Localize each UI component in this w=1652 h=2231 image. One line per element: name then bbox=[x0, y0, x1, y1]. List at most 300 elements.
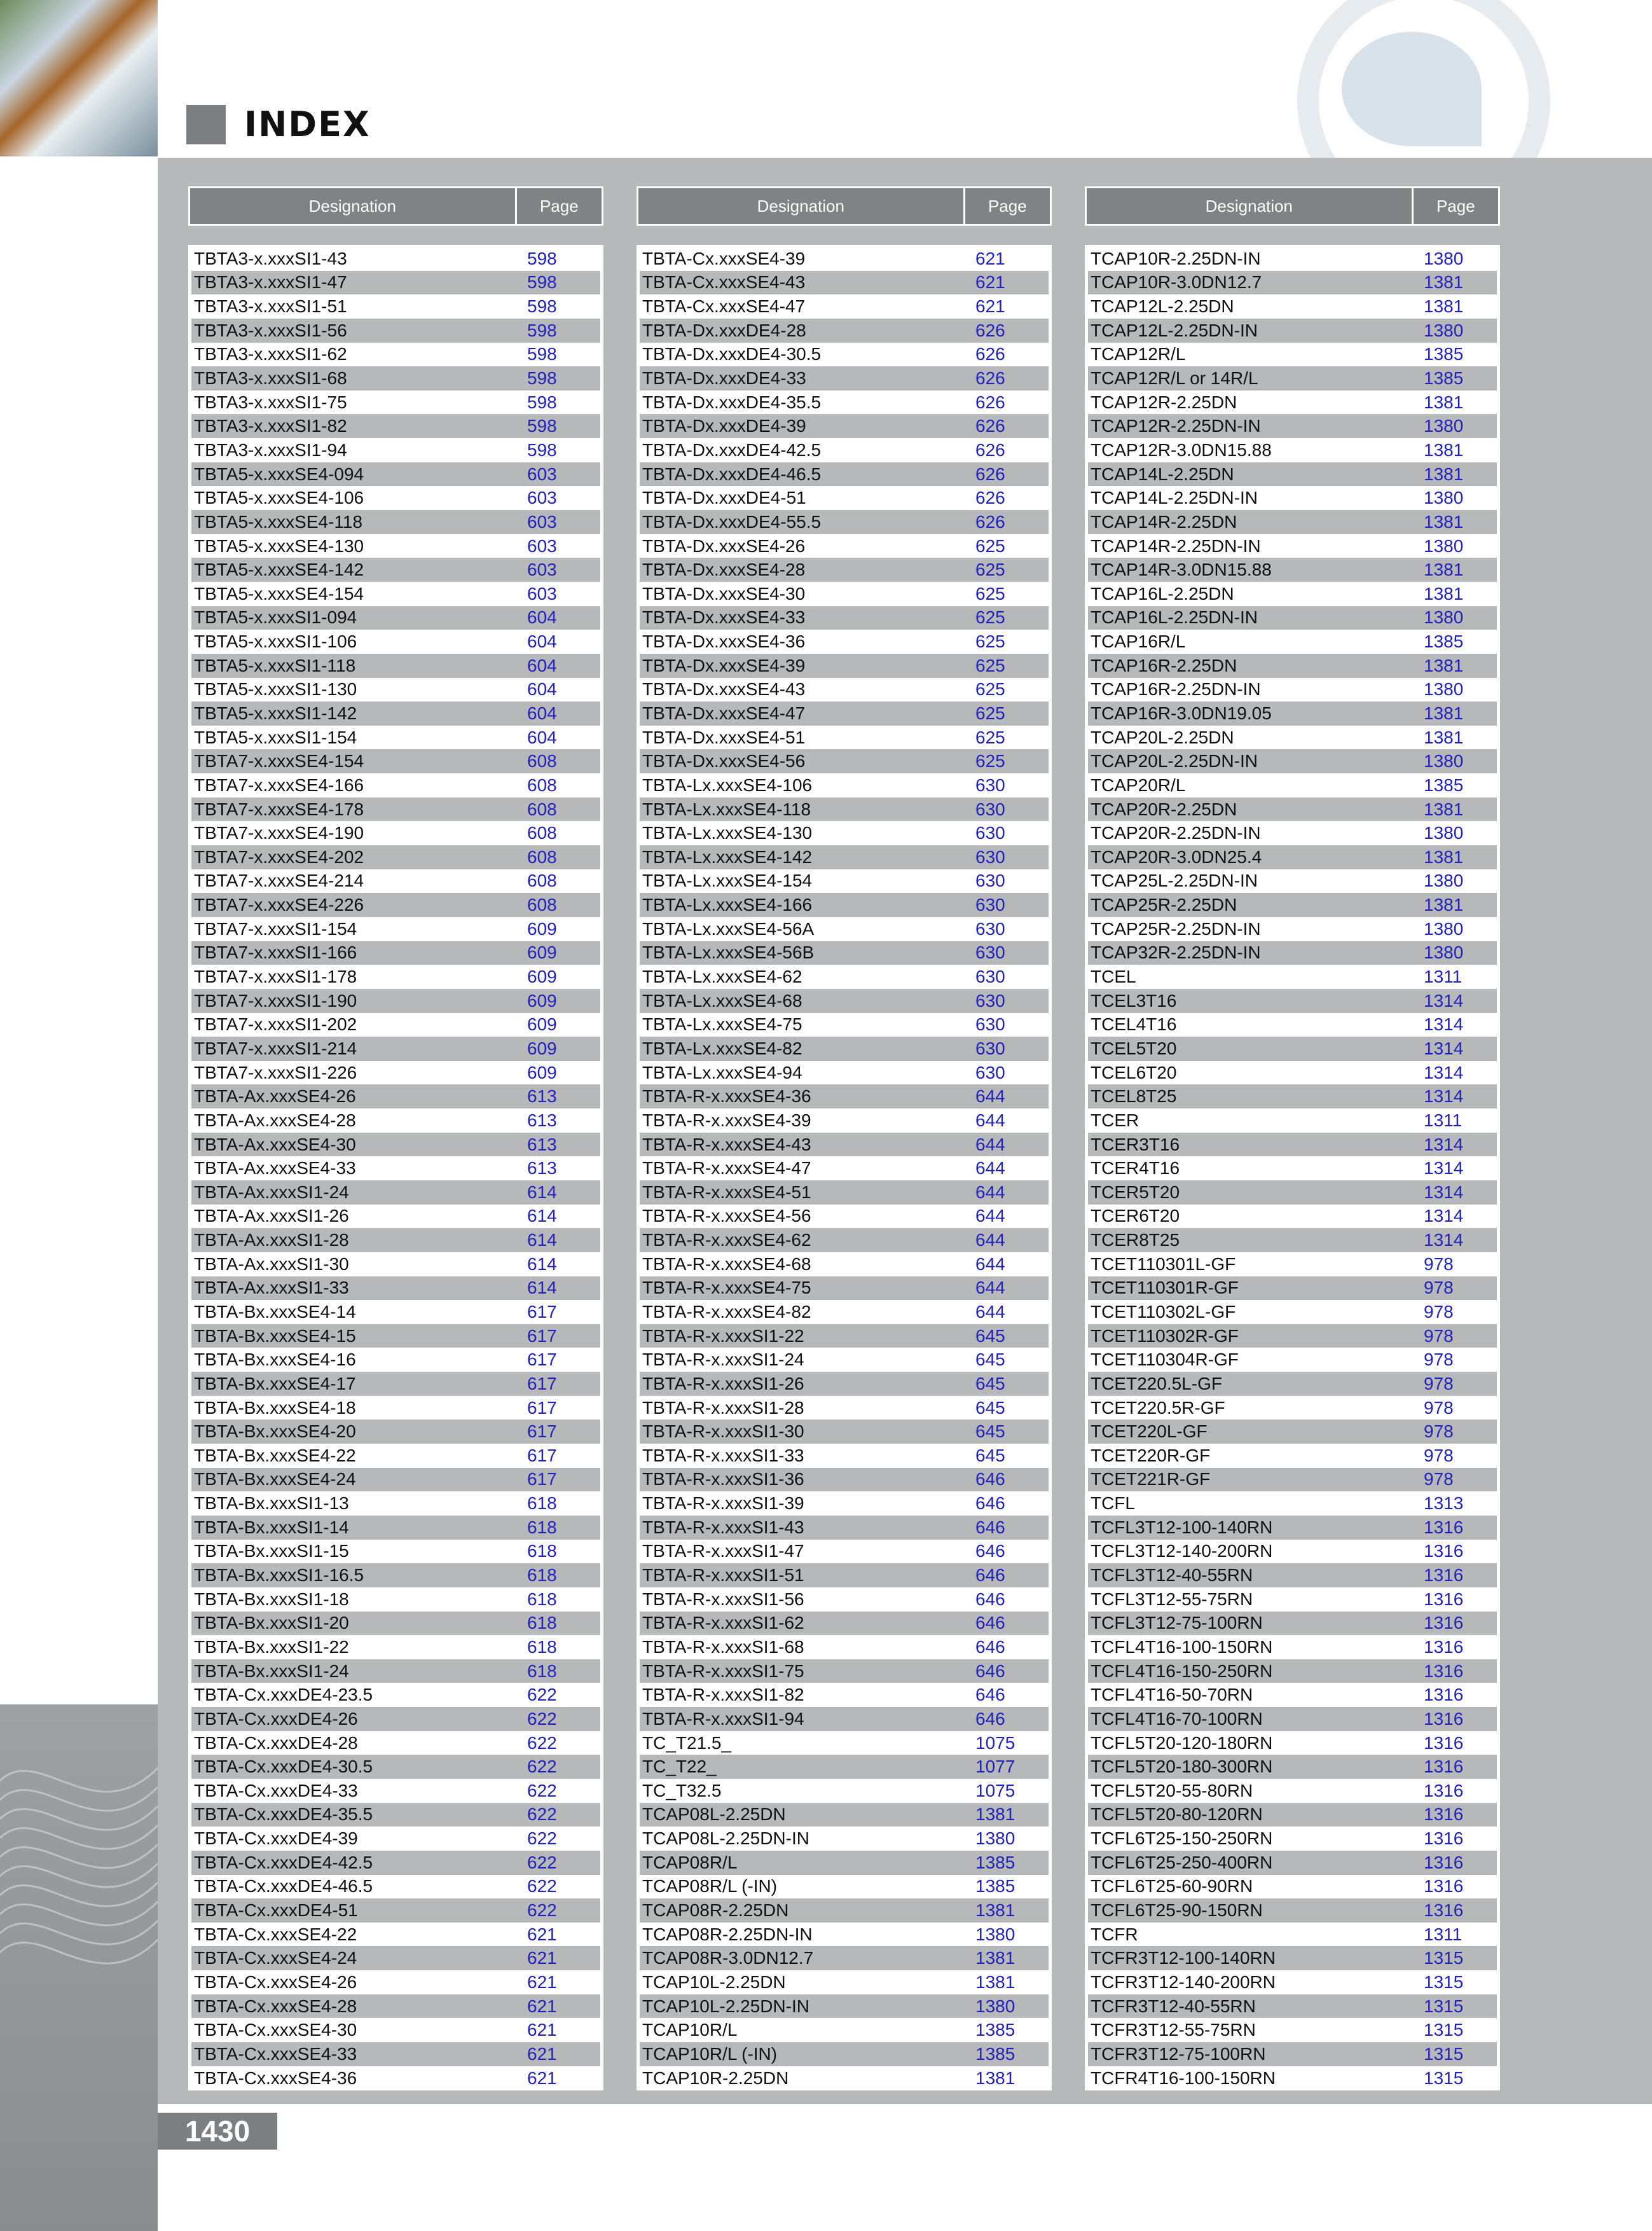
page-cell[interactable]: 598 bbox=[527, 296, 557, 317]
page-cell[interactable]: 618 bbox=[527, 1613, 557, 1633]
index-row bbox=[191, 366, 600, 390]
page-cell[interactable]: 1385 bbox=[1424, 344, 1464, 364]
page-cell[interactable]: 618 bbox=[527, 1661, 557, 1681]
page-cell[interactable]: 1385 bbox=[1424, 632, 1464, 652]
page-cell[interactable]: 1381 bbox=[1424, 583, 1464, 604]
designation-cell: TCEL8T25 bbox=[1091, 1086, 1177, 1107]
page-cell[interactable]: 613 bbox=[527, 1158, 557, 1178]
page-cell[interactable]: 622 bbox=[527, 1900, 557, 1921]
page-cell[interactable]: 1316 bbox=[1424, 1589, 1464, 1609]
index-row bbox=[1088, 1803, 1497, 1827]
page-cell[interactable]: 618 bbox=[527, 1589, 557, 1609]
index-row bbox=[1088, 534, 1497, 558]
page-cell[interactable]: 645 bbox=[975, 1373, 1005, 1393]
page-cell[interactable]: 1316 bbox=[1424, 1565, 1464, 1585]
index-row bbox=[1088, 294, 1497, 319]
page-cell[interactable]: 645 bbox=[975, 1397, 1005, 1418]
page-cell[interactable]: 608 bbox=[527, 799, 557, 819]
designation-cell: TCAP12L-2.25DN bbox=[1091, 296, 1234, 317]
index-row bbox=[1088, 1348, 1497, 1372]
page-cell[interactable]: 1314 bbox=[1424, 1062, 1464, 1082]
page-cell[interactable]: 622 bbox=[527, 1852, 557, 1872]
page-cell[interactable]: 1315 bbox=[1424, 2068, 1464, 2088]
page-cell[interactable]: 625 bbox=[975, 751, 1005, 771]
page-cell[interactable]: 630 bbox=[975, 799, 1005, 819]
page-cell[interactable]: 622 bbox=[527, 1685, 557, 1705]
page-cell[interactable]: 609 bbox=[527, 1014, 557, 1035]
page-cell[interactable]: 630 bbox=[975, 1038, 1005, 1058]
page-cell[interactable]: 645 bbox=[975, 1350, 1005, 1370]
page-cell[interactable]: 1380 bbox=[1424, 823, 1464, 843]
page-cell[interactable]: 646 bbox=[975, 1589, 1005, 1609]
page-cell[interactable]: 1314 bbox=[1424, 1038, 1464, 1058]
index-row bbox=[1088, 1276, 1497, 1301]
page-cell[interactable]: 1380 bbox=[1424, 607, 1464, 628]
page-cell[interactable]: 1314 bbox=[1424, 1230, 1464, 1250]
page-cell[interactable]: 1315 bbox=[1424, 2043, 1464, 2064]
index-row bbox=[191, 1516, 600, 1540]
page-cell[interactable]: 625 bbox=[975, 727, 1005, 747]
page-cell[interactable]: 1380 bbox=[975, 1996, 1015, 2016]
page-cell[interactable]: 608 bbox=[527, 823, 557, 843]
page-cell[interactable]: 603 bbox=[527, 488, 557, 508]
page-cell[interactable]: 608 bbox=[527, 846, 557, 867]
page-cell[interactable]: 625 bbox=[975, 655, 1005, 675]
page-cell[interactable]: 978 bbox=[1424, 1254, 1454, 1274]
designation-cell: TBTA-R-x.xxxSE4-56 bbox=[642, 1206, 811, 1226]
page-cell[interactable]: 626 bbox=[975, 464, 1005, 484]
page-cell[interactable]: 1316 bbox=[1424, 1685, 1464, 1705]
index-row bbox=[191, 1587, 600, 1612]
page-cell[interactable]: 644 bbox=[975, 1206, 1005, 1226]
page-cell[interactable]: 978 bbox=[1424, 1302, 1454, 1322]
page-cell[interactable]: 621 bbox=[527, 1924, 557, 1944]
page-cell[interactable]: 598 bbox=[527, 392, 557, 412]
page-cell[interactable]: 608 bbox=[527, 751, 557, 771]
page-cell[interactable]: 621 bbox=[527, 2068, 557, 2088]
page-cell[interactable]: 621 bbox=[527, 1948, 557, 1968]
designation-cell: TCFL6T25-60-90RN bbox=[1091, 1876, 1253, 1896]
index-row bbox=[640, 1683, 1049, 1707]
designation-cell: TCET110301L-GF bbox=[1091, 1254, 1236, 1274]
page-cell[interactable]: 1311 bbox=[1424, 1924, 1463, 1944]
page-cell[interactable]: 621 bbox=[975, 248, 1005, 268]
designation-cell: TCAP14L-2.25DN-IN bbox=[1091, 488, 1258, 508]
page-cell[interactable]: 1316 bbox=[1424, 1757, 1464, 1777]
designation-cell: TBTA-Dx.xxxDE4-51 bbox=[642, 488, 806, 508]
page-cell[interactable]: 1381 bbox=[975, 1900, 1015, 1921]
page-title: INDEX bbox=[244, 104, 371, 144]
page-cell[interactable]: 609 bbox=[527, 1062, 557, 1082]
page-cell[interactable]: 646 bbox=[975, 1469, 1005, 1489]
page-cell[interactable]: 621 bbox=[975, 272, 1005, 293]
page-cell[interactable]: 1380 bbox=[1424, 416, 1464, 436]
designation-cell: TCER8T25 bbox=[1091, 1230, 1180, 1250]
page-cell[interactable]: 604 bbox=[527, 679, 557, 700]
page-cell[interactable]: 604 bbox=[527, 607, 557, 628]
page-cell[interactable]: 618 bbox=[527, 1493, 557, 1514]
designation-cell: TBTA-R-x.xxxSI1-94 bbox=[642, 1708, 804, 1729]
page-cell[interactable]: 614 bbox=[527, 1182, 557, 1202]
page-cell[interactable]: 630 bbox=[975, 823, 1005, 843]
index-row bbox=[191, 1779, 600, 1803]
page-cell[interactable]: 622 bbox=[527, 1876, 557, 1896]
page-cell[interactable]: 646 bbox=[975, 1708, 1005, 1729]
page-cell[interactable]: 646 bbox=[975, 1541, 1005, 1561]
page-cell[interactable]: 609 bbox=[527, 918, 557, 939]
page-cell[interactable]: 626 bbox=[975, 439, 1005, 460]
page-cell[interactable]: 1380 bbox=[1424, 871, 1464, 891]
column-header-designation: Designation bbox=[1205, 196, 1293, 216]
page-cell[interactable]: 644 bbox=[975, 1086, 1005, 1107]
page-cell[interactable]: 1316 bbox=[1424, 1732, 1464, 1753]
page-cell[interactable]: 603 bbox=[527, 464, 557, 484]
index-row bbox=[191, 1084, 600, 1109]
page-cell[interactable]: 630 bbox=[975, 1062, 1005, 1082]
page-cell[interactable]: 1381 bbox=[1424, 392, 1464, 412]
designation-cell: TCAP25L-2.25DN-IN bbox=[1091, 871, 1258, 891]
page-cell[interactable]: 621 bbox=[527, 2020, 557, 2040]
page-cell[interactable]: 630 bbox=[975, 775, 1005, 795]
page-cell[interactable]: 603 bbox=[527, 560, 557, 580]
page-cell[interactable]: 604 bbox=[527, 703, 557, 723]
page-cell[interactable]: 1380 bbox=[1424, 751, 1464, 771]
page-cell[interactable]: 644 bbox=[975, 1182, 1005, 1202]
page-cell[interactable]: 609 bbox=[527, 967, 557, 987]
page-cell[interactable]: 622 bbox=[527, 1828, 557, 1849]
page-cell[interactable]: 1314 bbox=[1424, 1014, 1464, 1035]
page-cell[interactable]: 630 bbox=[975, 846, 1005, 867]
page-cell[interactable]: 621 bbox=[975, 296, 1005, 317]
page-cell[interactable]: 1316 bbox=[1424, 1541, 1464, 1561]
page-cell[interactable]: 630 bbox=[975, 943, 1005, 963]
designation-cell: TCAP20R-3.0DN25.4 bbox=[1091, 846, 1262, 867]
page-cell[interactable]: 1380 bbox=[1424, 918, 1464, 939]
page-cell[interactable]: 978 bbox=[1424, 1397, 1454, 1418]
page-cell[interactable]: 617 bbox=[527, 1350, 557, 1370]
page-cell[interactable]: 1316 bbox=[1424, 1661, 1464, 1681]
page-cell[interactable]: 598 bbox=[527, 439, 557, 460]
page-cell[interactable]: 614 bbox=[527, 1278, 557, 1298]
index-row bbox=[640, 390, 1049, 415]
page-cell[interactable]: 978 bbox=[1424, 1445, 1454, 1465]
page-cell[interactable]: 1385 bbox=[975, 2020, 1015, 2040]
index-row bbox=[191, 654, 600, 678]
page-cell[interactable]: 1316 bbox=[1424, 1852, 1464, 1872]
page-cell[interactable]: 1381 bbox=[1424, 703, 1464, 723]
page-cell[interactable]: 598 bbox=[527, 416, 557, 436]
page-cell[interactable]: 598 bbox=[527, 320, 557, 340]
page-cell[interactable]: 626 bbox=[975, 344, 1005, 364]
page-cell[interactable]: 626 bbox=[975, 416, 1005, 436]
page-cell[interactable]: 625 bbox=[975, 583, 1005, 604]
page-cell[interactable]: 604 bbox=[527, 632, 557, 652]
page-cell[interactable]: 1381 bbox=[1424, 296, 1464, 317]
page-cell[interactable]: 621 bbox=[527, 1972, 557, 1992]
designation-cell: TCAP08L-2.25DN-IN bbox=[642, 1828, 809, 1849]
designation-cell: TBTA-Lx.xxxSE4-68 bbox=[642, 990, 802, 1011]
page-cell[interactable]: 644 bbox=[975, 1110, 1005, 1130]
page-cell[interactable]: 646 bbox=[975, 1517, 1005, 1537]
page-cell[interactable]: 1380 bbox=[1424, 679, 1464, 700]
page-cell[interactable]: 1381 bbox=[1424, 439, 1464, 460]
index-row bbox=[640, 1156, 1049, 1180]
index-row bbox=[191, 893, 600, 917]
page-cell[interactable]: 646 bbox=[975, 1493, 1005, 1514]
page-cell[interactable]: 625 bbox=[975, 703, 1005, 723]
page-cell[interactable]: 617 bbox=[527, 1445, 557, 1465]
index-row bbox=[1088, 1037, 1497, 1061]
page-cell[interactable]: 1381 bbox=[975, 1972, 1015, 1992]
page-cell[interactable]: 645 bbox=[975, 1445, 1005, 1465]
page-cell[interactable]: 630 bbox=[975, 1014, 1005, 1035]
page-cell[interactable]: 978 bbox=[1424, 1469, 1454, 1489]
page-cell[interactable]: 598 bbox=[527, 272, 557, 293]
page-cell[interactable]: 1316 bbox=[1424, 1613, 1464, 1633]
page-cell[interactable]: 621 bbox=[527, 2043, 557, 2064]
page-cell[interactable]: 1385 bbox=[1424, 368, 1464, 389]
page-cell[interactable]: 1314 bbox=[1424, 990, 1464, 1011]
column-header-designation: Designation bbox=[308, 196, 396, 216]
page-cell[interactable]: 978 bbox=[1424, 1350, 1454, 1370]
page-cell[interactable]: 978 bbox=[1424, 1278, 1454, 1298]
index-row bbox=[640, 1109, 1049, 1133]
page-cell[interactable]: 617 bbox=[527, 1325, 557, 1346]
designation-cell: TBTA-Bx.xxxSE4-20 bbox=[194, 1421, 356, 1442]
page-cell[interactable]: 630 bbox=[975, 918, 1005, 939]
page-cell[interactable]: 978 bbox=[1424, 1325, 1454, 1346]
page-cell[interactable]: 625 bbox=[975, 560, 1005, 580]
page-cell[interactable]: 646 bbox=[975, 1661, 1005, 1681]
index-row bbox=[1088, 343, 1497, 367]
page-cell[interactable]: 1316 bbox=[1424, 1636, 1464, 1657]
page-cell[interactable]: 625 bbox=[975, 632, 1005, 652]
page-cell[interactable]: 1315 bbox=[1424, 2020, 1464, 2040]
index-row bbox=[1088, 1563, 1497, 1587]
page-cell[interactable]: 1316 bbox=[1424, 1876, 1464, 1896]
page-cell[interactable]: 1380 bbox=[1424, 248, 1464, 268]
page-cell[interactable]: 978 bbox=[1424, 1421, 1454, 1442]
page-cell[interactable]: 608 bbox=[527, 775, 557, 795]
page-cell[interactable]: 1075 bbox=[975, 1732, 1015, 1753]
index-row bbox=[1088, 582, 1497, 606]
page-cell[interactable]: 1381 bbox=[975, 1948, 1015, 1968]
page-cell[interactable]: 630 bbox=[975, 871, 1005, 891]
index-row bbox=[191, 1396, 600, 1420]
page-cell[interactable]: 644 bbox=[975, 1254, 1005, 1274]
index-row bbox=[191, 845, 600, 869]
page-cell[interactable]: 646 bbox=[975, 1636, 1005, 1657]
page-cell[interactable]: 1313 bbox=[1424, 1493, 1464, 1514]
index-row bbox=[640, 678, 1049, 702]
page-cell[interactable]: 613 bbox=[527, 1134, 557, 1154]
page-cell[interactable]: 626 bbox=[975, 320, 1005, 340]
page-cell[interactable]: 1381 bbox=[1424, 511, 1464, 532]
page-cell[interactable]: 1381 bbox=[1424, 727, 1464, 747]
page-cell[interactable]: 614 bbox=[527, 1206, 557, 1226]
index-row bbox=[640, 893, 1049, 917]
page-cell[interactable]: 1315 bbox=[1424, 1948, 1464, 1968]
page-cell[interactable]: 1316 bbox=[1424, 1780, 1464, 1800]
designation-cell: TBTA3-x.xxxSI1-68 bbox=[194, 368, 347, 389]
page-cell[interactable]: 1316 bbox=[1424, 1804, 1464, 1825]
page-cell[interactable]: 1380 bbox=[1424, 488, 1464, 508]
page-cell[interactable]: 625 bbox=[975, 535, 1005, 556]
page-cell[interactable]: 1315 bbox=[1424, 1972, 1464, 1992]
page-cell[interactable]: 1380 bbox=[1424, 320, 1464, 340]
page-cell[interactable]: 614 bbox=[527, 1254, 557, 1274]
page-cell[interactable]: 618 bbox=[527, 1565, 557, 1585]
page-cell[interactable]: 1381 bbox=[1424, 464, 1464, 484]
page-cell[interactable]: 622 bbox=[527, 1804, 557, 1825]
page-cell[interactable]: 1381 bbox=[1424, 895, 1464, 915]
page-cell[interactable]: 630 bbox=[975, 990, 1005, 1011]
designation-cell: TBTA-R-x.xxxSE4-82 bbox=[642, 1302, 811, 1322]
page-cell[interactable]: 598 bbox=[527, 344, 557, 364]
page-cell[interactable]: 1316 bbox=[1424, 1828, 1464, 1849]
page-cell[interactable]: 644 bbox=[975, 1158, 1005, 1178]
page-cell[interactable]: 604 bbox=[527, 727, 557, 747]
designation-cell: TCER4T16 bbox=[1091, 1158, 1180, 1178]
index-row bbox=[191, 1707, 600, 1731]
page-cell[interactable]: 1316 bbox=[1424, 1708, 1464, 1729]
page-cell[interactable]: 1381 bbox=[975, 2068, 1015, 2088]
page-cell[interactable]: 644 bbox=[975, 1302, 1005, 1322]
index-row bbox=[640, 1898, 1049, 1923]
index-row bbox=[640, 534, 1049, 558]
page-cell[interactable]: 626 bbox=[975, 368, 1005, 389]
page-cell[interactable]: 609 bbox=[527, 943, 557, 963]
page-cell[interactable]: 1077 bbox=[975, 1757, 1015, 1777]
designation-cell: TCFL5T20-80-120RN bbox=[1091, 1804, 1263, 1825]
page-cell[interactable]: 603 bbox=[527, 535, 557, 556]
index-row bbox=[1088, 1635, 1497, 1659]
index-row bbox=[191, 1205, 600, 1229]
page-cell[interactable]: 618 bbox=[527, 1636, 557, 1657]
designation-cell: TBTA-Cx.xxxSE4-22 bbox=[194, 1924, 357, 1944]
index-row bbox=[1088, 1061, 1497, 1085]
index-row bbox=[640, 462, 1049, 487]
page-cell[interactable]: 644 bbox=[975, 1230, 1005, 1250]
designation-cell: TBTA-Cx.xxxDE4-39 bbox=[194, 1828, 358, 1849]
page-cell[interactable]: 1314 bbox=[1424, 1206, 1464, 1226]
page-cell[interactable]: 645 bbox=[975, 1325, 1005, 1346]
page-cell[interactable]: 626 bbox=[975, 511, 1005, 532]
page-cell[interactable]: 1380 bbox=[975, 1828, 1015, 1849]
page-cell[interactable]: 1311 bbox=[1424, 1110, 1463, 1130]
page-cell[interactable]: 598 bbox=[527, 368, 557, 389]
page-cell[interactable]: 609 bbox=[527, 1038, 557, 1058]
page-cell[interactable]: 1316 bbox=[1424, 1517, 1464, 1537]
page-cell[interactable]: 644 bbox=[975, 1134, 1005, 1154]
page-cell[interactable]: 1314 bbox=[1424, 1158, 1464, 1178]
page-cell[interactable]: 622 bbox=[527, 1757, 557, 1777]
page-cell[interactable]: 644 bbox=[975, 1278, 1005, 1298]
column-header-designation: Designation bbox=[757, 196, 844, 216]
page-cell[interactable]: 609 bbox=[527, 990, 557, 1011]
page-cell[interactable]: 1385 bbox=[975, 2043, 1015, 2064]
page-cell[interactable]: 1315 bbox=[1424, 1996, 1464, 2016]
index-row bbox=[1088, 1156, 1497, 1180]
page-cell[interactable]: 622 bbox=[527, 1708, 557, 1729]
page-cell[interactable]: 625 bbox=[975, 607, 1005, 628]
designation-cell: TCFL4T16-70-100RN bbox=[1091, 1708, 1263, 1729]
page-cell[interactable]: 1381 bbox=[1424, 799, 1464, 819]
page-cell[interactable]: 1311 bbox=[1424, 967, 1463, 987]
designation-cell: TBTA-Ax.xxxSI1-33 bbox=[194, 1278, 349, 1298]
page-cell[interactable]: 625 bbox=[975, 679, 1005, 700]
page-cell[interactable]: 617 bbox=[527, 1397, 557, 1418]
index-row bbox=[640, 1037, 1049, 1061]
page-cell[interactable]: 626 bbox=[975, 392, 1005, 412]
designation-cell: TBTA-Lx.xxxSE4-130 bbox=[642, 823, 813, 843]
page-cell[interactable]: 1381 bbox=[1424, 655, 1464, 675]
page-cell[interactable]: 1075 bbox=[975, 1780, 1015, 1800]
page-cell[interactable]: 603 bbox=[527, 511, 557, 532]
page-cell[interactable]: 617 bbox=[527, 1421, 557, 1442]
page-cell[interactable]: 978 bbox=[1424, 1373, 1454, 1393]
page-cell[interactable]: 617 bbox=[527, 1373, 557, 1393]
page-cell[interactable]: 1314 bbox=[1424, 1182, 1464, 1202]
designation-cell: TBTA-R-x.xxxSI1-82 bbox=[642, 1685, 804, 1705]
page-cell[interactable]: 622 bbox=[527, 1780, 557, 1800]
page-cell[interactable]: 603 bbox=[527, 583, 557, 604]
designation-cell: TBTA5-x.xxxSE4-094 bbox=[194, 464, 364, 484]
circle-decoration-inner bbox=[1342, 32, 1482, 146]
page-cell[interactable]: 622 bbox=[527, 1732, 557, 1753]
page-cell[interactable]: 614 bbox=[527, 1230, 557, 1250]
page-cell[interactable]: 1380 bbox=[1424, 535, 1464, 556]
page-cell[interactable]: 1314 bbox=[1424, 1086, 1464, 1107]
designation-cell: TBTA-R-x.xxxSI1-36 bbox=[642, 1469, 804, 1489]
designation-cell: TBTA-Lx.xxxSE4-56A bbox=[642, 918, 815, 939]
page-cell[interactable]: 613 bbox=[527, 1086, 557, 1107]
page-cell[interactable]: 617 bbox=[527, 1469, 557, 1489]
designation-cell: TBTA-R-x.xxxSI1-26 bbox=[642, 1373, 804, 1393]
page-cell[interactable]: 645 bbox=[975, 1421, 1005, 1442]
designation-cell: TBTA-R-x.xxxSI1-39 bbox=[642, 1493, 804, 1514]
page-cell[interactable]: 621 bbox=[527, 1996, 557, 2016]
page-cell[interactable]: 646 bbox=[975, 1613, 1005, 1633]
page-cell[interactable]: 604 bbox=[527, 655, 557, 675]
page-cell[interactable]: 1381 bbox=[1424, 846, 1464, 867]
index-row bbox=[640, 1013, 1049, 1037]
page-cell[interactable]: 608 bbox=[527, 871, 557, 891]
designation-cell: TCAP16L-2.25DN bbox=[1091, 583, 1234, 604]
page-cell[interactable]: 646 bbox=[975, 1685, 1005, 1705]
page-cell[interactable]: 1381 bbox=[975, 1804, 1015, 1825]
page-cell[interactable]: 617 bbox=[527, 1302, 557, 1322]
page-cell[interactable]: 1380 bbox=[1424, 943, 1464, 963]
page-cell[interactable]: 1385 bbox=[975, 1876, 1015, 1896]
page-cell[interactable]: 618 bbox=[527, 1541, 557, 1561]
page-cell[interactable]: 1381 bbox=[1424, 272, 1464, 293]
page-cell[interactable]: 646 bbox=[975, 1565, 1005, 1585]
page-cell[interactable]: 630 bbox=[975, 895, 1005, 915]
page-cell[interactable]: 608 bbox=[527, 895, 557, 915]
page-cell[interactable]: 1385 bbox=[1424, 775, 1464, 795]
page-cell[interactable]: 1316 bbox=[1424, 1900, 1464, 1921]
page-cell[interactable]: 598 bbox=[527, 248, 557, 268]
page-cell[interactable]: 618 bbox=[527, 1517, 557, 1537]
page-cell[interactable]: 1381 bbox=[1424, 560, 1464, 580]
page-cell[interactable]: 1314 bbox=[1424, 1134, 1464, 1154]
page-cell[interactable]: 626 bbox=[975, 488, 1005, 508]
page-cell[interactable]: 1380 bbox=[975, 1924, 1015, 1944]
page-cell[interactable]: 613 bbox=[527, 1110, 557, 1130]
page-cell[interactable]: 630 bbox=[975, 967, 1005, 987]
page-cell[interactable]: 1385 bbox=[975, 1852, 1015, 1872]
